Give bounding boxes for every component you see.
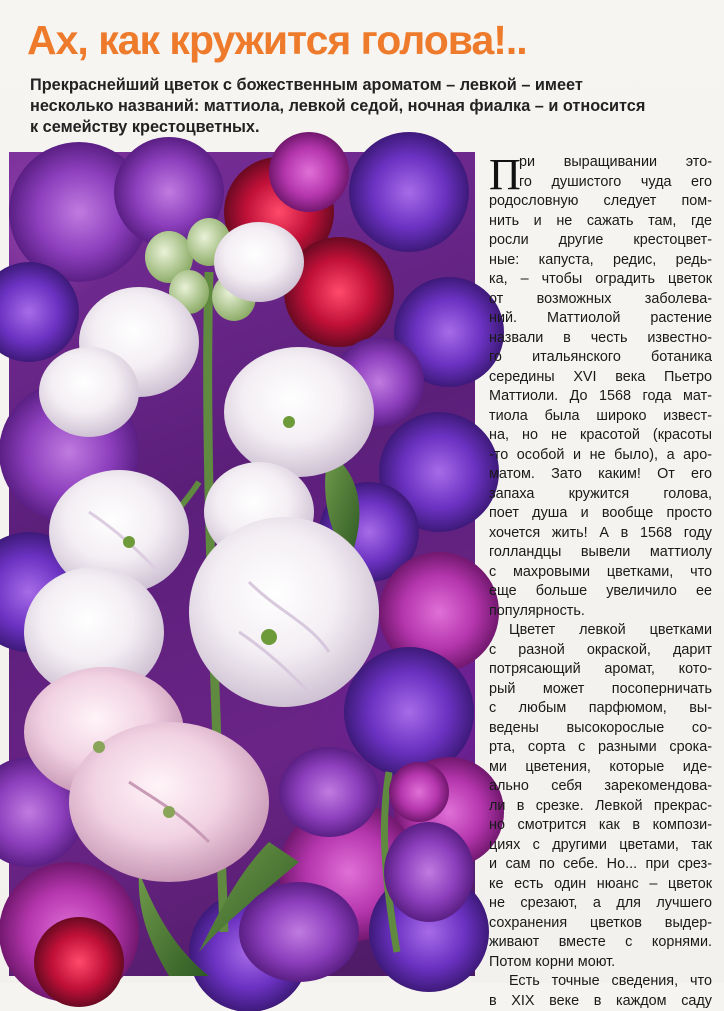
- column-line: ри выращивании это-: [489, 153, 712, 173]
- article-title: Ах, как кружится голова!..: [27, 14, 527, 66]
- column-line: рта, сорта с разными срока-: [489, 738, 712, 758]
- lead-line: к семейству крестоцветных.: [30, 117, 690, 138]
- column-line: ке есть один нюанс – цветок: [489, 875, 712, 895]
- column-line: Потом корни моют.: [489, 953, 712, 973]
- column-line: на, но не красотой (красоты: [489, 426, 712, 446]
- column-line: популярность.: [489, 602, 712, 622]
- column-line: поет душа и вообще просто: [489, 504, 712, 524]
- column-line: запаха кружится голова,: [489, 485, 712, 505]
- column-line: Есть точные сведения, что: [489, 972, 712, 992]
- drop-cap: П: [489, 155, 515, 195]
- column-line: ка, – чтобы оградить цветок: [489, 270, 712, 290]
- column-line: Цветет левкой цветками: [489, 621, 712, 641]
- column-line: -то особой и не было), а аро-: [489, 446, 712, 466]
- article-column: [489, 153, 712, 1011]
- column-line: ли в срезке. Левкой прекрас-: [489, 797, 712, 817]
- column-line: ально себя зарекомендова-: [489, 777, 712, 797]
- column-line: голландцы вывели маттиолу: [489, 543, 712, 563]
- column-line: живают вместе с корнями.: [489, 933, 712, 953]
- column-line: с махровыми цветками, что: [489, 563, 712, 583]
- flower-illustration: [9, 152, 475, 976]
- stock-flowers-photo: [9, 152, 475, 976]
- column-line: ний. Маттиолой растение: [489, 309, 712, 329]
- column-line: Маттиоли. До 1568 года мат-: [489, 387, 712, 407]
- column-line: циях с другими цветами, так: [489, 836, 712, 856]
- column-line: ми цветения, которые иде-: [489, 758, 712, 778]
- column-line: и сам по себе. Но... при срез-: [489, 855, 712, 875]
- column-line: ные: капуста, редис, редь-: [489, 251, 712, 271]
- column-line: нить и не сажать там, где: [489, 212, 712, 232]
- column-line: потрясающий аромат, кото-: [489, 660, 712, 680]
- column-line: от возможных заболева-: [489, 290, 712, 310]
- column-line: в XIX веке в каждом саду: [489, 992, 712, 1011]
- column-line: с разной окраской, дарит: [489, 641, 712, 661]
- column-line: го душистого чуда его: [489, 173, 712, 193]
- column-line: ведены высокорослые со-: [489, 719, 712, 739]
- column-line: с любым парфюмом, вы-: [489, 699, 712, 719]
- column-line: го итальянского ботаника: [489, 348, 712, 368]
- column-line: матом. Зато каким! От его: [489, 465, 712, 485]
- column-line: назвали в честь известно-: [489, 329, 712, 349]
- column-line: но смотрится как в компози-: [489, 816, 712, 836]
- column-line: родословную следует пом-: [489, 192, 712, 212]
- column-line: рый может посоперничать: [489, 680, 712, 700]
- column-line: сохранения цветков выдер-: [489, 914, 712, 934]
- column-line: середины XVI века Пьетро: [489, 368, 712, 388]
- lead-line: Прекраснейший цветок с божественным ароматом – левкой – имеет: [30, 75, 690, 96]
- column-line: росли другие крестоцвет-: [489, 231, 712, 251]
- column-line: еще больше увеличило ее: [489, 582, 712, 602]
- column-line: тиола была широко извест-: [489, 407, 712, 427]
- column-line: не срезают, а для лучшего: [489, 894, 712, 914]
- article-lead: [30, 75, 690, 138]
- column-line: хочется жить! А в 1568 году: [489, 524, 712, 544]
- lead-line: несколько названий: маттиола, левкой седой, ночная фиалка – и относится: [30, 96, 690, 117]
